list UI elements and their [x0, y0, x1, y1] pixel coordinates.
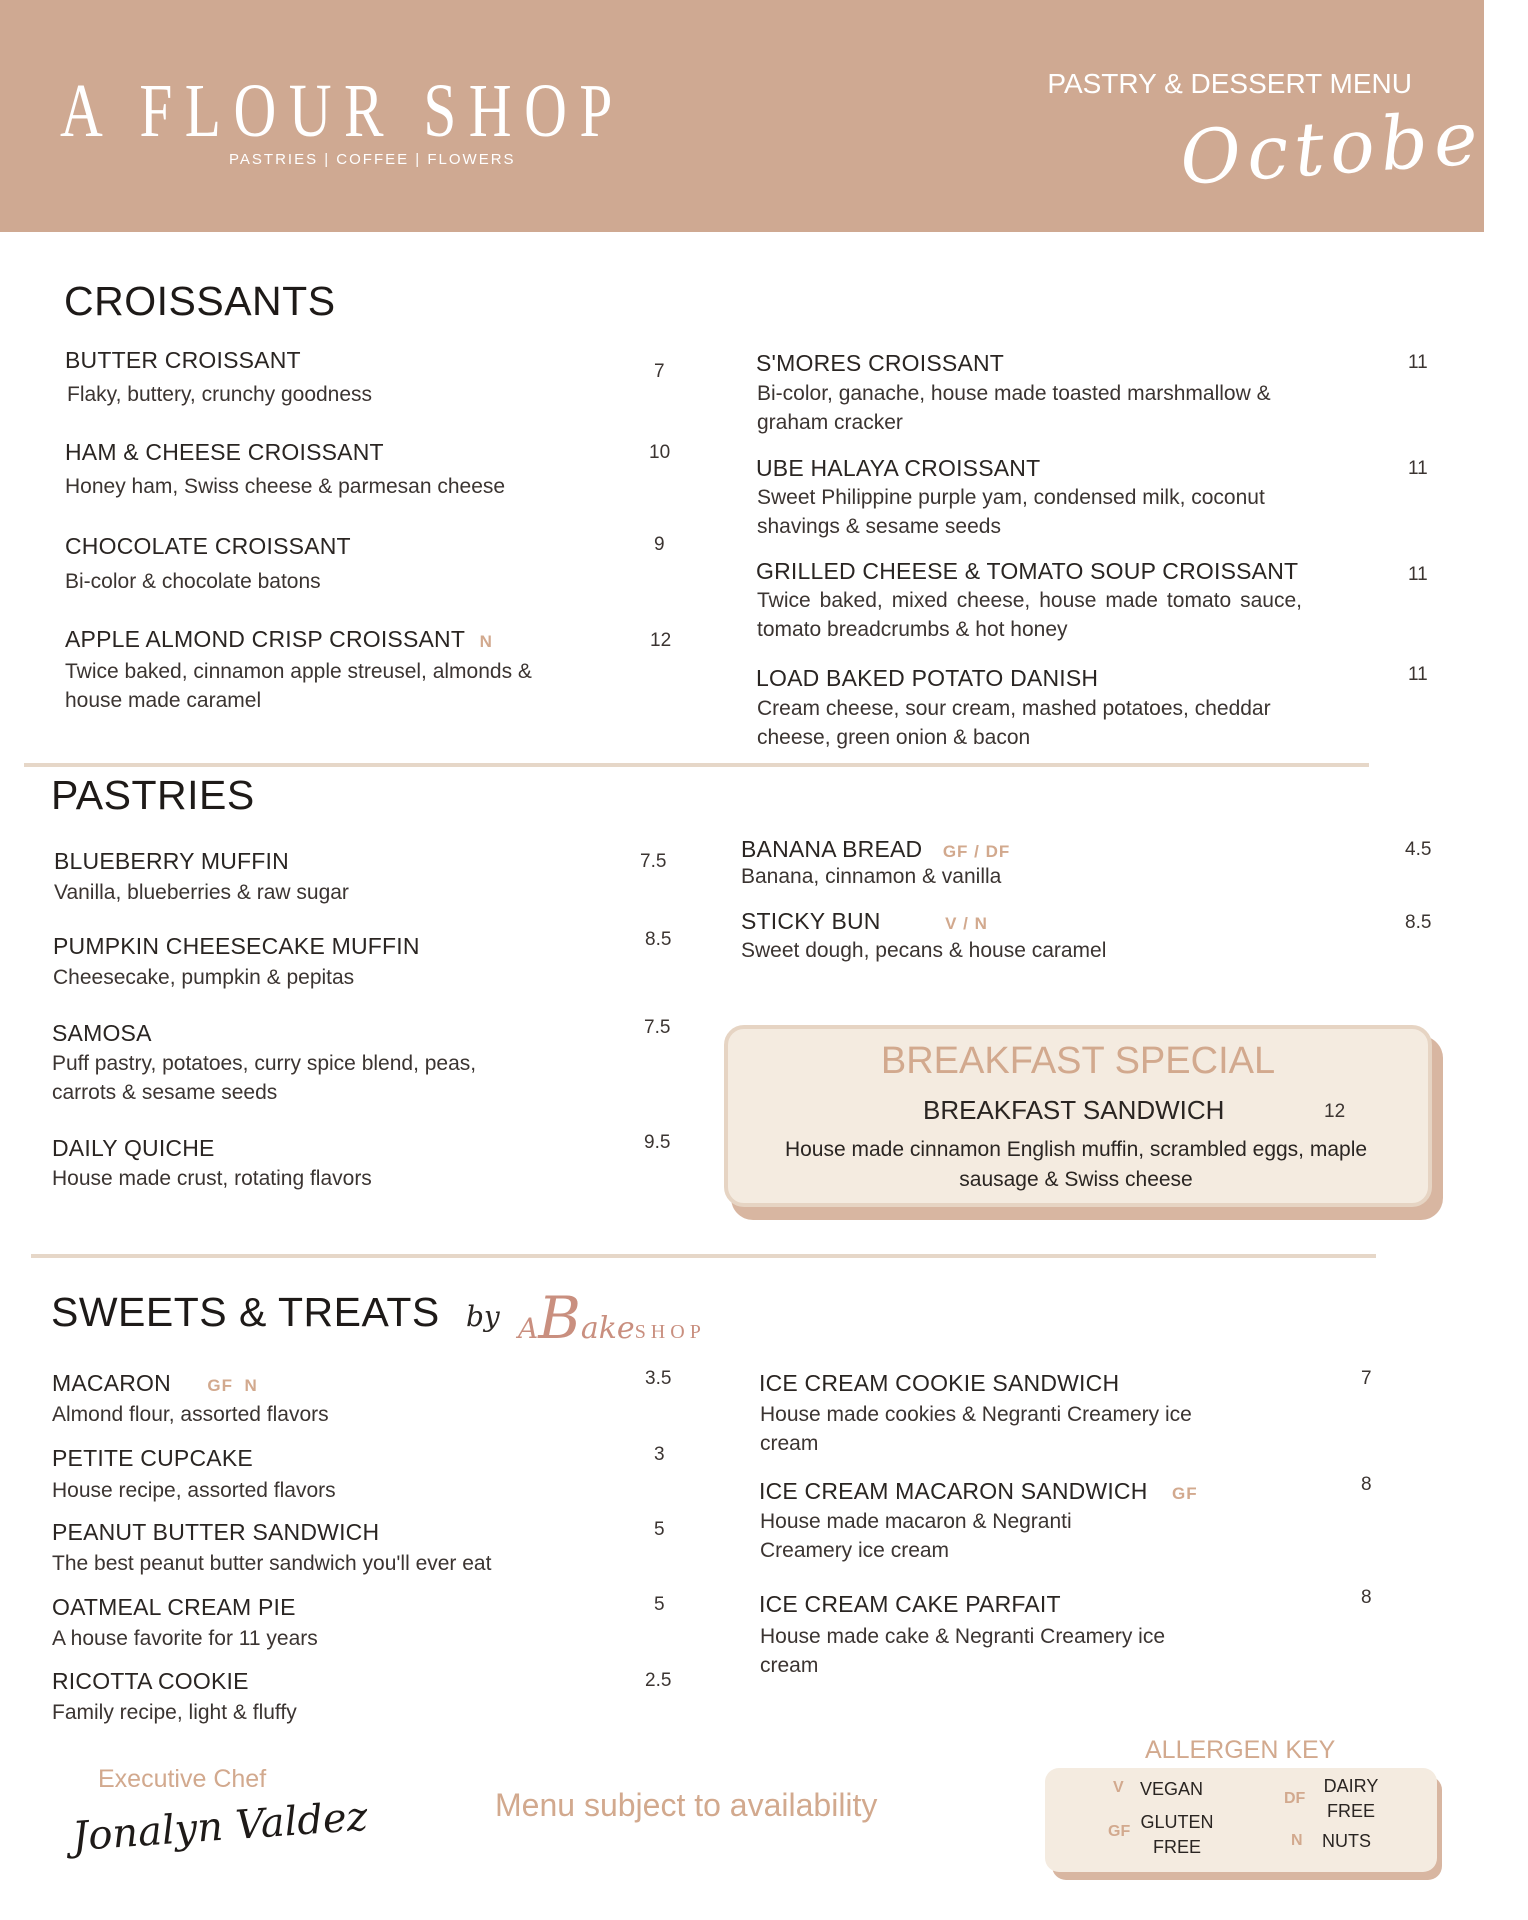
- menu-item: [52, 1445, 253, 1472]
- allergen-tag: V / N: [945, 914, 988, 933]
- item-name: OATMEAL CREAM PIE: [52, 1594, 296, 1620]
- item-description: Cheesecake, pumpkin & pepitas: [53, 966, 355, 989]
- menu-item: [65, 626, 493, 653]
- item-name: ICE CREAM COOKIE SANDWICH: [759, 1370, 1120, 1396]
- croissants-heading: CROISSANTS: [64, 278, 336, 324]
- availability-note: Menu subject to availability: [495, 1787, 878, 1823]
- item-price: 4.5: [1405, 839, 1432, 860]
- section-divider: [24, 763, 1369, 767]
- item-price: 7.5: [640, 851, 667, 872]
- item-price: 11: [1408, 458, 1428, 479]
- item-name: HAM & CHEESE CROISSANT: [65, 439, 384, 465]
- item-description: Vanilla, blueberries & raw sugar: [54, 881, 349, 904]
- item-price: 5: [654, 1519, 665, 1540]
- menu-item: [759, 1591, 1061, 1618]
- item-description: House made macaron & Negranti Creamery ice cream: [760, 1510, 1072, 1562]
- menu-item: [52, 1594, 296, 1621]
- menu-item: [52, 1370, 258, 1397]
- pastries-heading: PASTRIES: [51, 772, 255, 818]
- menu-item: [65, 533, 351, 560]
- item-description: Sweet dough, pecans & house caramel: [741, 939, 1107, 962]
- item-name: PETITE CUPCAKE: [52, 1445, 253, 1471]
- menu-item: [756, 558, 1298, 585]
- item-description: Cream cheese, sour cream, mashed potatoes, cheddar cheese, green onion & bacon: [757, 697, 1271, 749]
- item-price: 9: [654, 534, 665, 555]
- item-name: MACARON: [52, 1370, 171, 1396]
- special-item-name: BREAKFAST SANDWICH: [923, 1095, 1225, 1125]
- allergen-tag: GF: [1172, 1484, 1198, 1503]
- item-name: ICE CREAM CAKE PARFAIT: [759, 1591, 1061, 1617]
- special-item-price: 12: [1324, 1101, 1346, 1122]
- item-price: 5: [654, 1594, 665, 1615]
- menu-month: October: [1177, 92, 1528, 202]
- allergen-label: GLUTEN FREE: [1140, 1812, 1214, 1857]
- item-price: 7.5: [644, 1017, 671, 1038]
- item-price: 11: [1408, 352, 1428, 373]
- allergen-code: GF: [1108, 1823, 1131, 1840]
- special-title: BREAKFAST SPECIAL: [880, 1040, 1276, 1082]
- allergen-key-title: ALLERGEN KEY: [1145, 1736, 1336, 1764]
- chef-label: Executive Chef: [98, 1765, 267, 1793]
- item-name: GRILLED CHEESE & TOMATO SOUP CROISSANT: [756, 558, 1299, 584]
- item-name: BANANA BREAD: [741, 836, 923, 862]
- menu-item: [52, 1519, 379, 1546]
- item-price: 2.5: [645, 1670, 672, 1691]
- item-name: CHOCOLATE CROISSANT: [65, 533, 351, 559]
- item-description: House made cookies & Negranti Creamery ice cream: [760, 1403, 1192, 1455]
- allergen-tag: GF / DF: [942, 842, 1011, 861]
- menu-item: [54, 848, 289, 875]
- item-price: 11: [1408, 564, 1428, 585]
- bakeshop-logo: [518, 1284, 706, 1352]
- item-price: 11: [1408, 664, 1428, 685]
- bakeshop-logo-shop: SHOP: [634, 1321, 706, 1343]
- item-price: 12: [650, 630, 672, 651]
- menu-item: [65, 347, 301, 374]
- shop-tagline: PASTRIES | COFFEE | FLOWERS: [229, 151, 516, 168]
- item-name: STICKY BUN: [741, 908, 881, 934]
- item-description: House made crust, rotating flavors: [52, 1167, 372, 1190]
- menu-item: [759, 1478, 1198, 1505]
- item-description: Flaky, buttery, crunchy goodness: [67, 383, 373, 406]
- item-name: RICOTTA COOKIE: [52, 1668, 249, 1694]
- bakeshop-logo-b: B: [538, 1284, 581, 1352]
- item-price: 8: [1361, 1474, 1372, 1495]
- item-description: Twice baked, cinnamon apple streusel, almonds & house made caramel: [65, 660, 532, 712]
- item-price: 7: [654, 361, 665, 382]
- item-price: 7: [1361, 1368, 1372, 1389]
- sweets-heading: SWEETS & TREATS: [51, 1289, 440, 1335]
- item-name: LOAD BAKED POTATO DANISH: [756, 665, 1099, 691]
- item-description: Family recipe, light & fluffy: [52, 1701, 297, 1724]
- menu-item: [52, 1135, 215, 1162]
- menu-item: [741, 908, 988, 935]
- item-price: 8.5: [1405, 912, 1432, 933]
- item-price: 3: [654, 1444, 665, 1465]
- item-name: PUMPKIN CHEESECAKE MUFFIN: [53, 933, 420, 959]
- item-description: Bi-color, ganache, house made toasted marshmallow & graham cracker: [757, 382, 1271, 434]
- item-description: Puff pastry, potatoes, curry spice blend, peas, carrots & sesame seeds: [52, 1052, 477, 1104]
- allergen-code: DF: [1284, 1790, 1306, 1807]
- item-name: SAMOSA: [52, 1020, 152, 1046]
- item-description: Bi-color & chocolate batons: [65, 570, 321, 593]
- item-description: Honey ham, Swiss cheese & parmesan cheese: [65, 475, 506, 498]
- item-description: House recipe, assorted flavors: [52, 1479, 336, 1502]
- item-description: Twice baked, mixed cheese, house made tomato sauce, tomato breadcrumbs & hot honey: [757, 589, 1302, 641]
- item-name: PEANUT BUTTER SANDWICH: [52, 1519, 380, 1545]
- item-description: Banana, cinnamon & vanilla: [741, 865, 1002, 888]
- menu-item: [759, 1370, 1119, 1397]
- item-name: BLUEBERRY MUFFIN: [54, 848, 289, 874]
- special-item-description: House made cinnamon English muffin, scrambled eggs, maple sausage & Swiss cheese: [784, 1138, 1368, 1191]
- item-description: Almond flour, assorted flavors: [52, 1403, 329, 1426]
- item-price: 8.5: [645, 929, 672, 950]
- section-divider: [31, 1254, 1376, 1258]
- bakeshop-logo-a: A: [518, 1312, 539, 1345]
- menu-item: [53, 933, 420, 960]
- item-price: 3.5: [645, 1368, 672, 1389]
- item-description: A house favorite for 11 years: [52, 1627, 318, 1650]
- allergen-code: V: [1113, 1779, 1124, 1796]
- allergen-label: VEGAN: [1140, 1779, 1204, 1799]
- menu-title: PASTRY & DESSERT MENU: [1047, 68, 1412, 99]
- item-name: BUTTER CROISSANT: [65, 347, 301, 373]
- menu-item: [52, 1668, 249, 1695]
- menu-item: [756, 455, 1040, 482]
- item-name: ICE CREAM MACARON SANDWICH: [759, 1478, 1148, 1504]
- chef-signature: Jonalyn Valdez: [70, 1793, 370, 1861]
- allergen-tag: GF N: [207, 1376, 258, 1395]
- item-name: DAILY QUICHE: [52, 1135, 215, 1161]
- menu-item: [741, 836, 1010, 863]
- menu-item: [52, 1020, 152, 1047]
- bakeshop-logo-script: ake: [580, 1311, 635, 1346]
- item-description: The best peanut butter sandwich you'll ever eat: [52, 1552, 492, 1575]
- menu-item: [65, 439, 384, 466]
- allergen-label: DAIRY FREE: [1323, 1776, 1379, 1821]
- allergen-code: N: [1291, 1832, 1303, 1849]
- menu-item: [756, 350, 1004, 377]
- item-price: 10: [649, 442, 671, 463]
- item-name: S'MORES CROISSANT: [756, 350, 1005, 376]
- shop-logo: A FLOUR SHOP: [60, 69, 625, 153]
- allergen-label: NUTS: [1322, 1831, 1371, 1851]
- by-script: by: [466, 1300, 500, 1333]
- item-name: APPLE ALMOND CRISP CROISSANT: [65, 626, 466, 652]
- item-name: UBE HALAYA CROISSANT: [756, 455, 1041, 481]
- allergen-tag: N: [479, 632, 493, 651]
- item-price: 9.5: [644, 1132, 671, 1153]
- item-description: House made cake & Negranti Creamery ice cream: [760, 1625, 1166, 1677]
- item-price: 8: [1361, 1587, 1372, 1608]
- item-description: Sweet Philippine purple yam, condensed milk, coconut shavings & sesame seeds: [757, 486, 1265, 538]
- menu-item: [756, 665, 1098, 692]
